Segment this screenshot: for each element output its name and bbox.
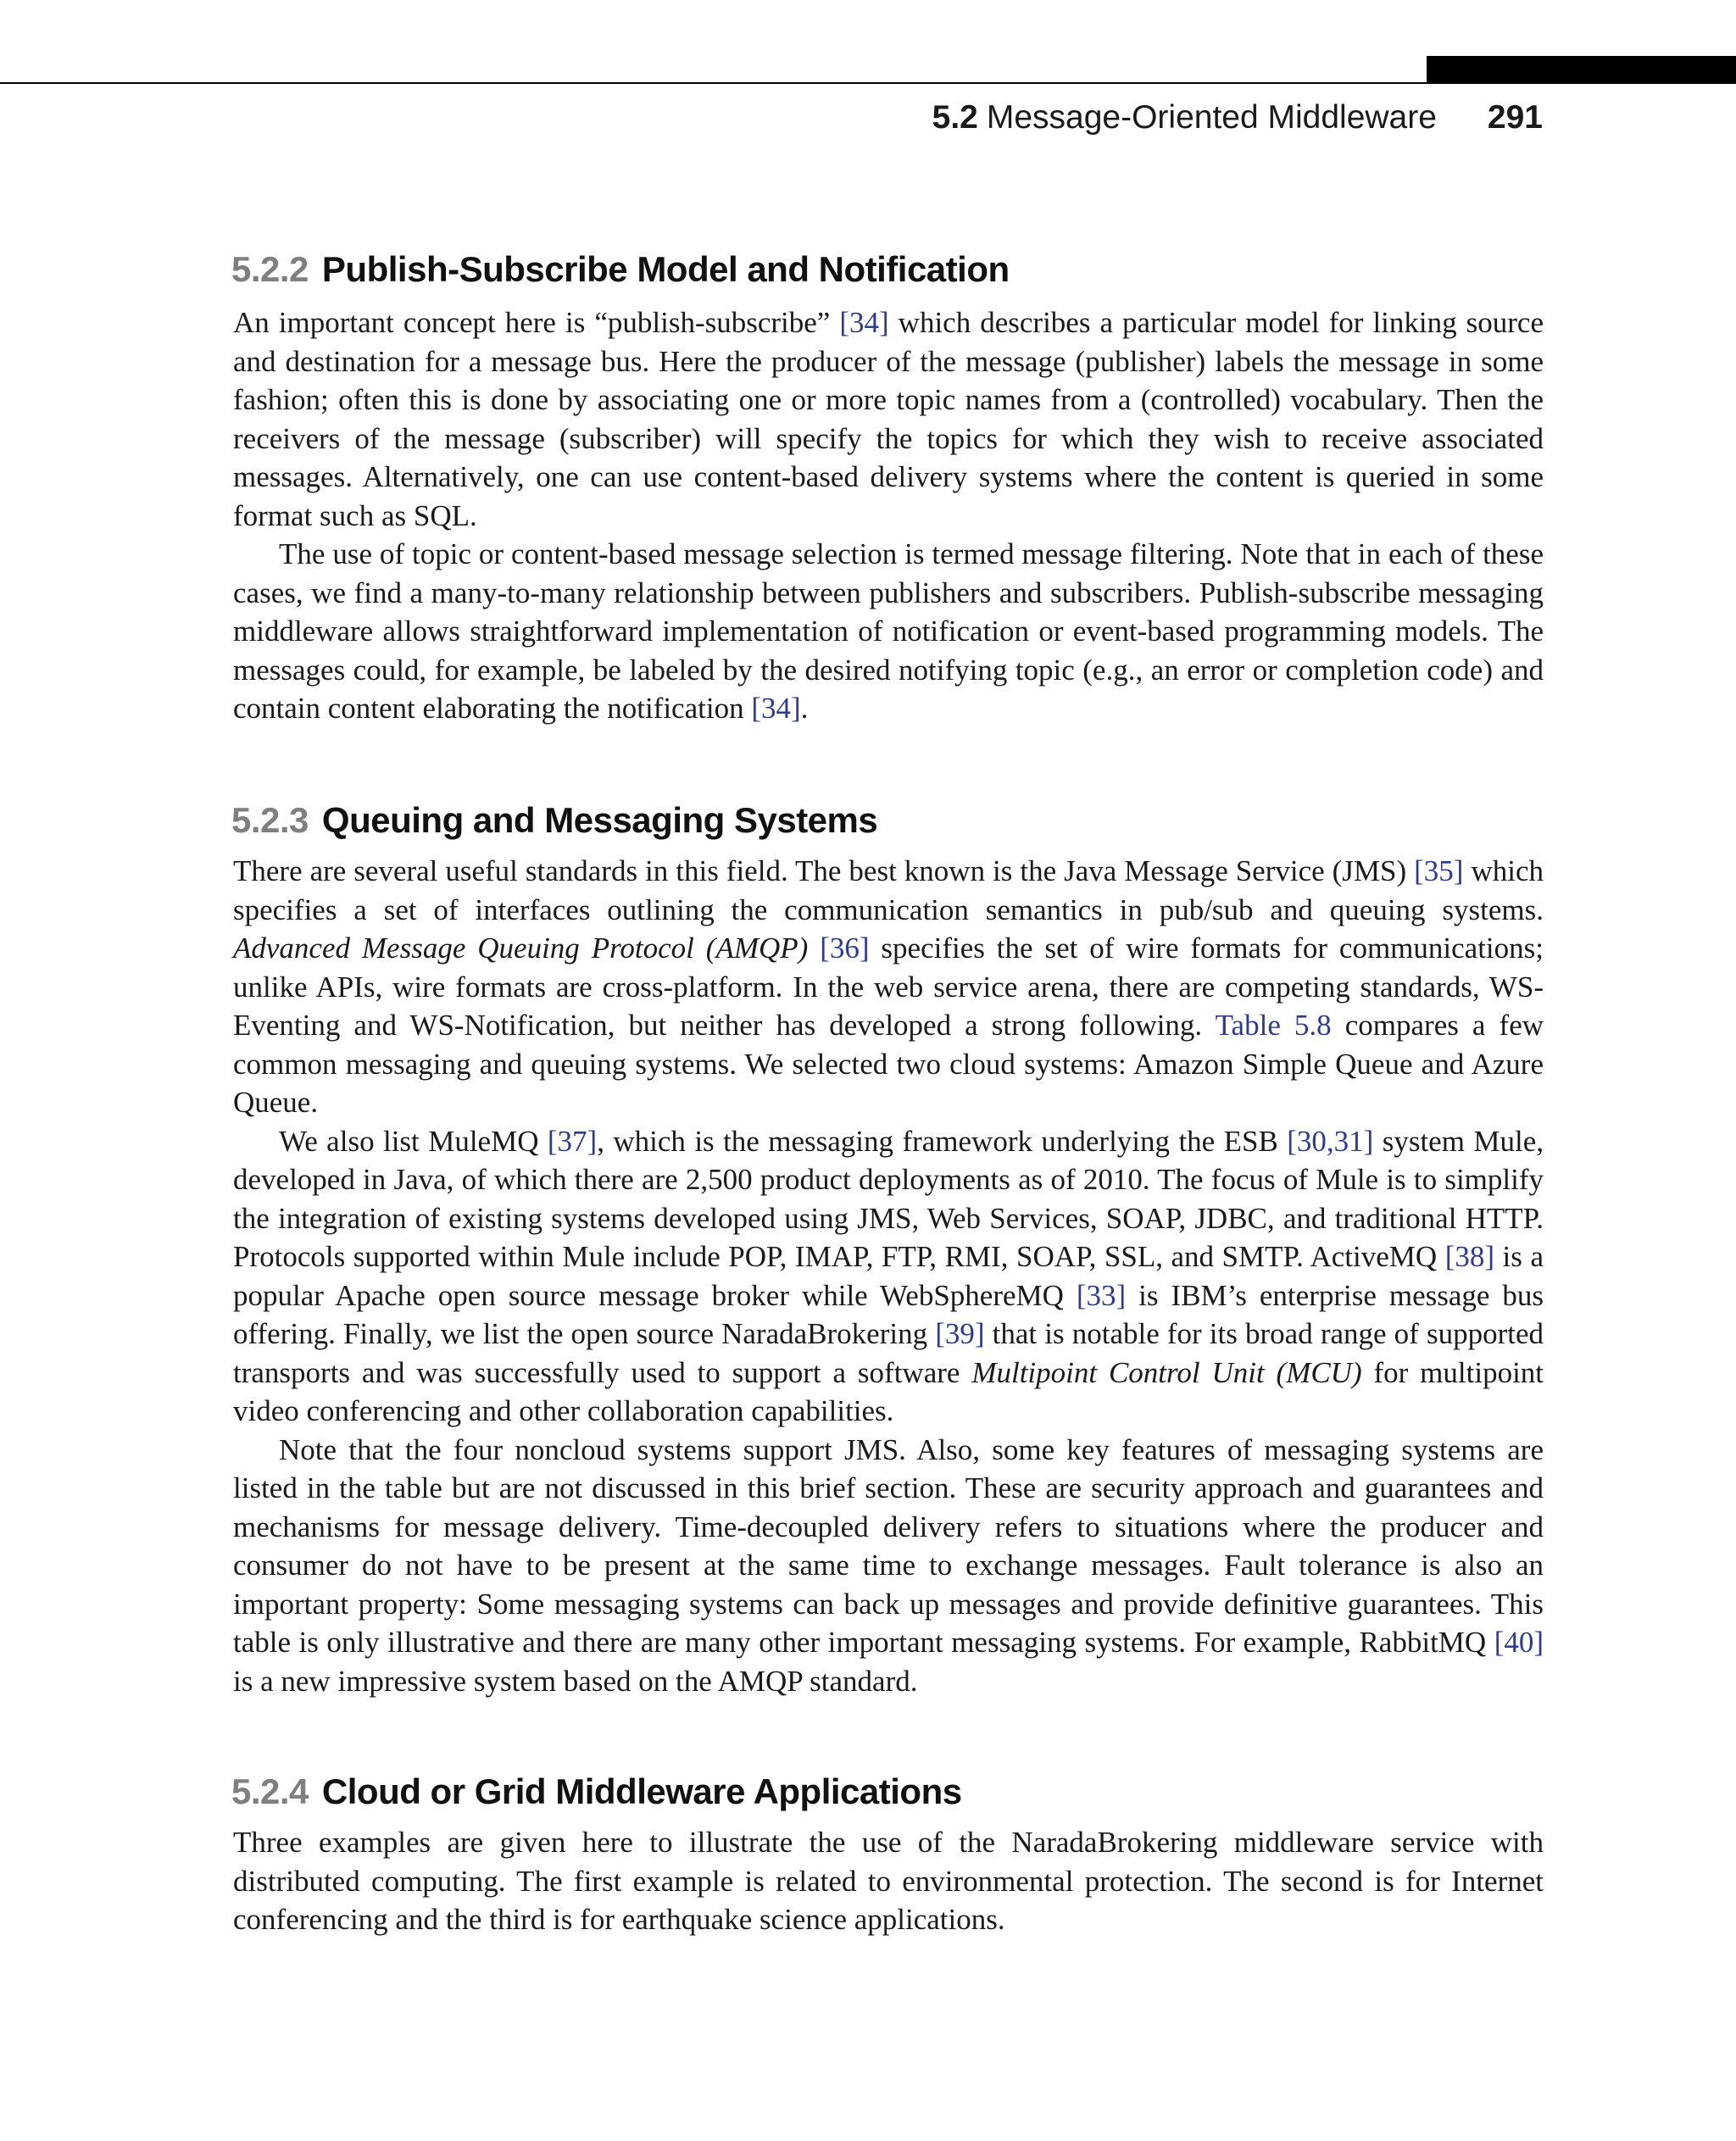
section-title: Cloud or Grid Middleware Applications bbox=[321, 1771, 962, 1811]
text-run: which specifies a set of interfaces outlining the communication semantics in pub/sub and queuing systems. bbox=[233, 854, 1544, 926]
section-heading-5-2-3 bbox=[231, 798, 877, 842]
citation-link[interactable]: [39] bbox=[935, 1317, 985, 1350]
text-run: which describes a particular model for linking source and destination for a message bus. Here the producer of the message (publisher) labels the message in some fashion; often this is done by associating one or more topic names from a (controlled) vocabulary. Then the receivers of the message (subscriber) will specify the topics for which they wish to receive associated messages. Alternatively, one can use content-based delivery systems where the content is queried in some format such as SQL. bbox=[233, 306, 1544, 532]
text-run: Three examples are given here to illustrate the use of the NaradaBrokering middleware service with distributed computing. The first example is related to environmental protection. The second is for Internet conferencing and the third is for earthquake science applications. bbox=[233, 1826, 1544, 1936]
paragraph bbox=[233, 303, 1544, 535]
citation-link[interactable]: [40] bbox=[1494, 1626, 1544, 1659]
text-run: An important concept here is “publish-subscribe” bbox=[233, 306, 840, 339]
citation-link[interactable]: [34] bbox=[751, 692, 801, 725]
text-run bbox=[808, 931, 820, 965]
emphasis: Multipoint Control Unit (MCU) bbox=[971, 1355, 1362, 1389]
section-number: 5.2.3 bbox=[231, 800, 309, 840]
paragraph bbox=[233, 852, 1544, 1122]
text-run: . bbox=[800, 692, 809, 725]
section-number: 5.2.4 bbox=[231, 1771, 309, 1811]
page-number: 291 bbox=[1487, 99, 1543, 136]
table-link[interactable]: Table 5.8 bbox=[1215, 1009, 1332, 1042]
paragraph bbox=[233, 1122, 1544, 1431]
text-run: is a popular Apache open source message broker while WebSphereMQ bbox=[233, 1240, 1544, 1312]
section-body-5-2-2 bbox=[233, 303, 1544, 728]
section-body-5-2-4 bbox=[233, 1823, 1544, 1939]
section-body-5-2-3 bbox=[233, 852, 1544, 1700]
citation-link[interactable]: [33] bbox=[1076, 1278, 1127, 1312]
running-head-section-title: Message-Oriented Middleware bbox=[986, 99, 1437, 136]
section-heading-5-2-2 bbox=[231, 247, 1010, 292]
text-run: , which is the messaging framework underlying the ESB bbox=[597, 1124, 1288, 1158]
running-head bbox=[932, 95, 1543, 141]
section-number: 5.2.2 bbox=[231, 249, 309, 289]
text-run: that is notable for its broad range of supported transports and was successfully used to support a software bbox=[233, 1317, 1544, 1389]
running-head-section-number: 5.2 bbox=[932, 99, 978, 136]
citation-link[interactable]: [30,31] bbox=[1287, 1124, 1374, 1158]
emphasis: Advanced Message Queuing Protocol (AMQP) bbox=[233, 931, 809, 965]
text-run: Note that the four noncloud systems support JMS. Also, some key features of messaging systems are listed in the table but are not discussed in this brief section. These are security approach and guarantees and mechanisms for message delivery. Time-decoupled delivery refers to situations where the producer and consumer do not have to be present at the same time to exchange messages. Fault tolerance is also an important property: Some messaging systems can back up messages and provide definitive guarantees. This table is only illustrative and there are many other important messaging systems. For example, RabbitMQ bbox=[233, 1432, 1544, 1659]
text-run: specifies the set of wire formats for communications; unlike APIs, wire formats are cross-platform. In the web service arena, there are competing standards, WS-Eventing and WS-Notification, but neither has developed a strong following. bbox=[233, 931, 1544, 1042]
citation-link[interactable]: [38] bbox=[1444, 1240, 1495, 1273]
text-run: for multipoint video conferencing and other collaboration capabilities. bbox=[233, 1355, 1544, 1427]
text-run: system Mule, developed in Java, of which there are 2,500 product deployments as of 2010. The focus of Mule is to simplify the integration of existing systems developed using JMS, Web Services, SOAP, JDBC, and traditional HTTP. Protocols supported within Mule include POP, IMAP, FTP, RMI, SOAP, SSL, and SMTP. ActiveMQ bbox=[233, 1124, 1544, 1273]
text-run: is a new impressive system based on the AMQP standard. bbox=[233, 1664, 918, 1698]
text-run: There are several useful standards in this field. The best known is the Java Message Service (JMS) bbox=[233, 854, 1415, 887]
paragraph bbox=[233, 1823, 1544, 1939]
citation-link[interactable]: [34] bbox=[839, 306, 889, 339]
text-run: We also list MuleMQ bbox=[279, 1124, 548, 1158]
header-black-bar bbox=[1427, 56, 1736, 84]
paragraph bbox=[233, 1431, 1544, 1701]
text-run: is IBM’s enterprise message bus offering. Finally, we list the open source NaradaBrokering bbox=[233, 1278, 1544, 1350]
citation-link[interactable]: [37] bbox=[547, 1124, 598, 1158]
section-title: Queuing and Messaging Systems bbox=[321, 800, 878, 840]
header-rule bbox=[0, 82, 1736, 84]
section-title: Publish-Subscribe Model and Notification bbox=[321, 249, 1010, 289]
text-run: compares a few common messaging and queuing systems. We selected two cloud systems: Amazon Simple Queue and Azure Queue. bbox=[233, 1009, 1544, 1119]
paragraph bbox=[233, 535, 1544, 728]
section-heading-5-2-4 bbox=[231, 1770, 962, 1814]
citation-link[interactable]: [36] bbox=[820, 931, 870, 965]
text-run: The use of topic or content-based message selection is termed message filtering. Note that in each of these cases, we find a many-to-many relationship between publishers and subscribers. Publish-subscribe messaging middleware allows straightforward implementation of notification or event-based programming models. The messages could, for example, be labeled by the desired notifying topic (e.g., an error or completion code) and contain content elaborating the notification bbox=[233, 537, 1544, 725]
citation-link[interactable]: [35] bbox=[1414, 854, 1464, 887]
